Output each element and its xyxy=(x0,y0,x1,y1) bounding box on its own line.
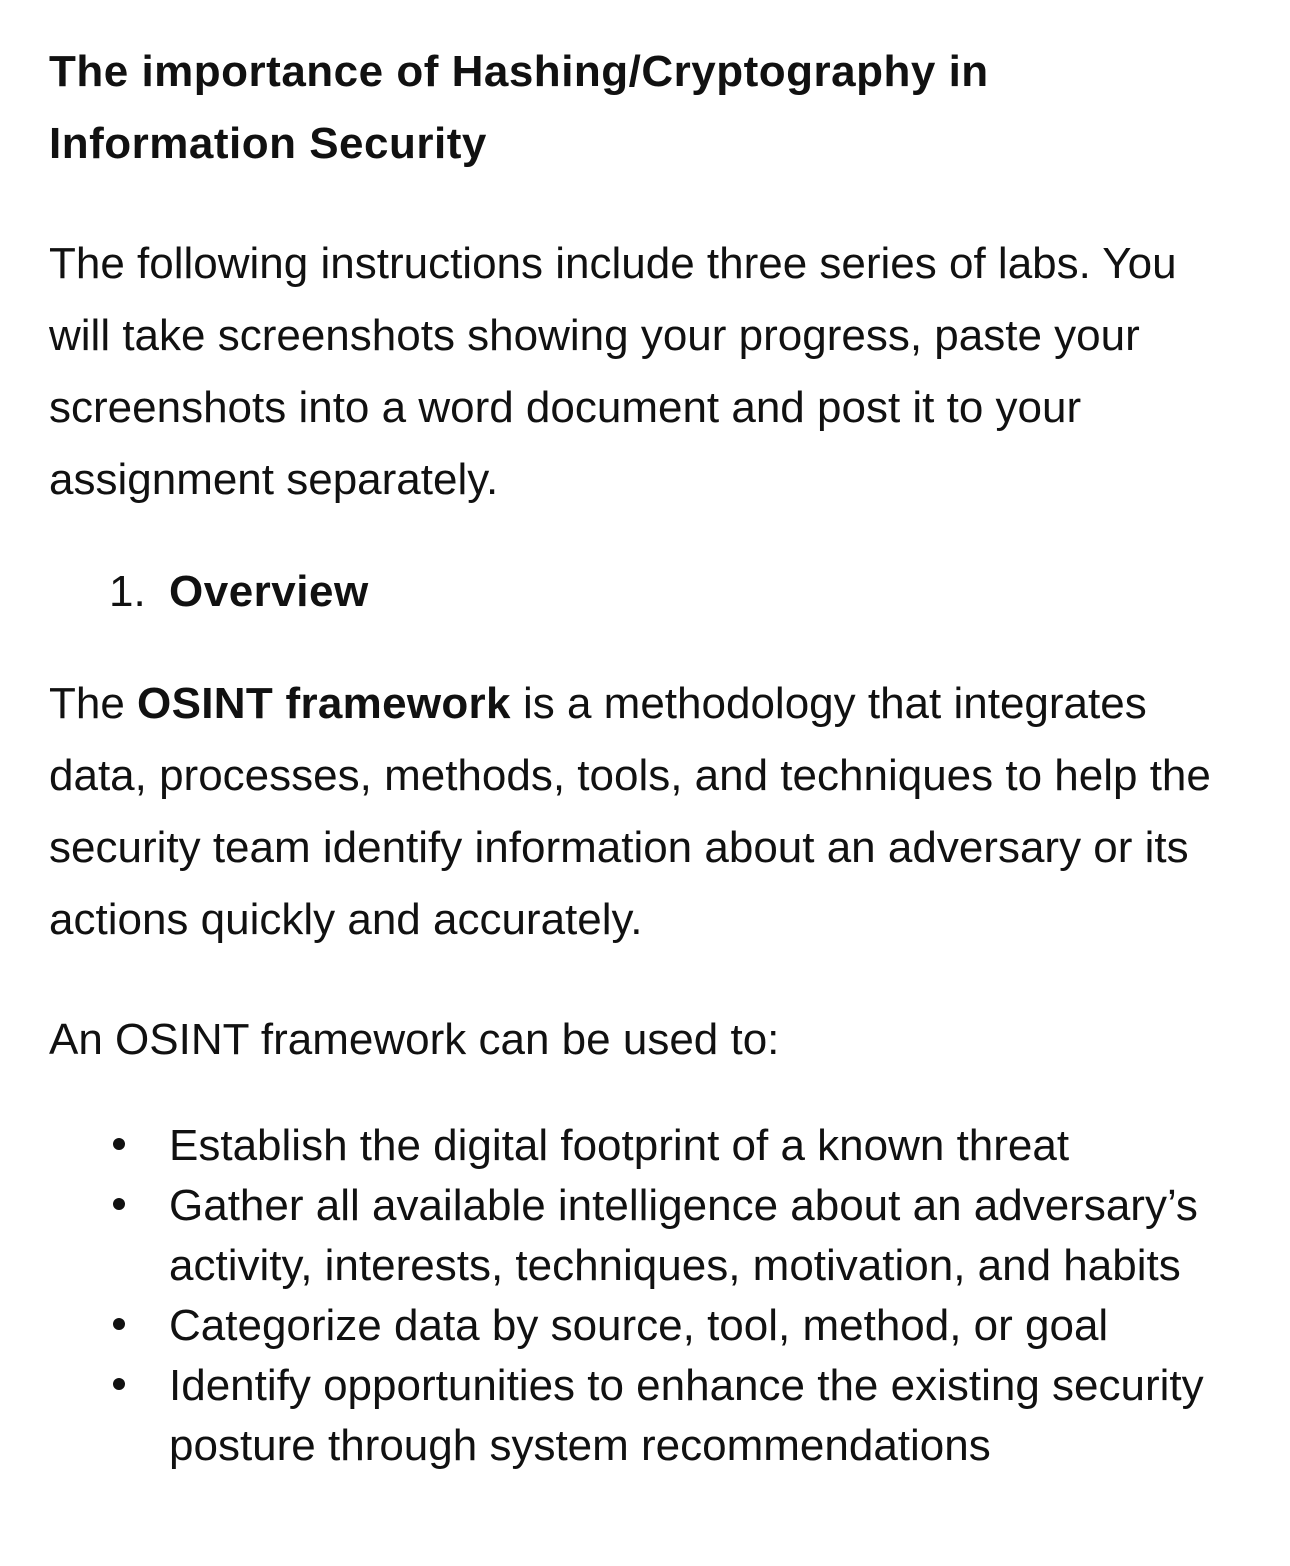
list-item xyxy=(49,1116,1240,1176)
bullet-text: Establish the digital footprint of a known threat xyxy=(169,1121,1070,1170)
list-item xyxy=(49,1176,1240,1296)
bullet-text: Gather all available intelligence about an adversary’s activity, interests, techniques, motivation, and habits xyxy=(169,1181,1198,1290)
list-number: 1. xyxy=(109,567,146,616)
osint-term: OSINT framework xyxy=(137,679,511,728)
bullet-text: Identify opportunities to enhance the existing security posture through system recommendations xyxy=(169,1361,1204,1470)
bullet-icon xyxy=(49,1296,169,1356)
uses-intro: An OSINT framework can be used to: xyxy=(49,1015,780,1064)
document-title: The importance of Hashing/Cryptography in Information Security xyxy=(49,47,989,168)
osint-paragraph xyxy=(49,668,1240,956)
bullet-icon xyxy=(49,1176,169,1236)
list-item xyxy=(49,556,1240,628)
list-item xyxy=(49,1356,1240,1476)
numbered-list xyxy=(49,556,1240,628)
intro-paragraph: The following instructions include three series of labs. You will take screenshots showing your progress, paste your screenshots into a word document and post it to your assignment separately. xyxy=(49,239,1177,504)
bullet-icon xyxy=(49,1356,169,1416)
list-item xyxy=(49,1296,1240,1356)
bullet-icon xyxy=(49,1116,169,1176)
osint-prefix: The xyxy=(49,679,138,728)
section-heading-overview: Overview xyxy=(169,567,369,616)
bullet-text: Categorize data by source, tool, method, or goal xyxy=(169,1301,1109,1350)
bullet-list xyxy=(49,1116,1240,1476)
osint-suffix: is a methodology that integrates data, processes, methods, tools, and techniques to help the security team identify information about an adversary or its actions quickly and accurately. xyxy=(49,679,1211,944)
